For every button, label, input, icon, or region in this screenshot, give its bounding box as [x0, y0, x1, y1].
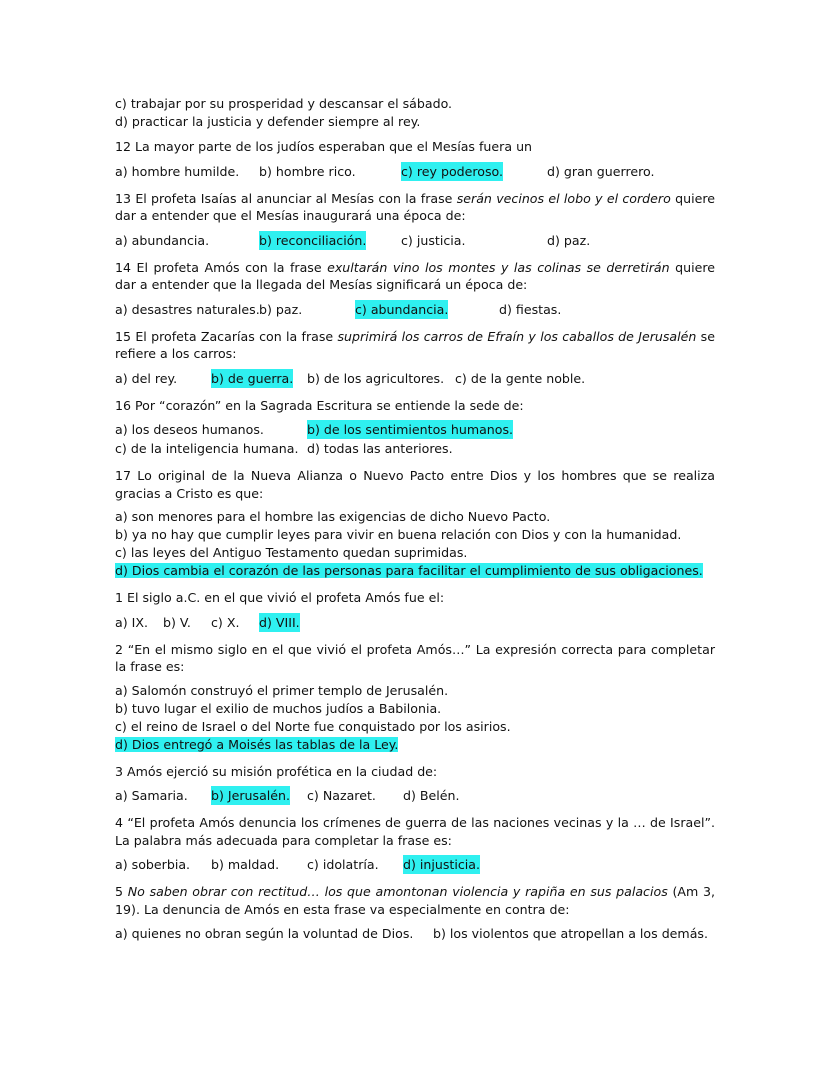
q4-option-c: c) idolatría.	[307, 857, 379, 872]
q15-option-a: a) del rey.	[115, 370, 178, 386]
question-12-options	[115, 162, 715, 181]
q17-option-a: a) son menores para el hombre las exigencias de dicho Nuevo Pacto.	[115, 509, 551, 524]
question-16-stem: 16 Por “corazón” en la Sagrada Escritura se entiende la sede de:	[115, 397, 524, 413]
q15-option-b-correct: b) de guerra.	[211, 370, 294, 386]
question-4-stem: 4 “El profeta Amós denuncia los crímenes de guerra de las naciones vecinas y la … de Israel”. La palabra más adecuada para completar la frase es:	[115, 815, 715, 848]
q4-option-a: a) soberbia.	[115, 857, 191, 872]
q17-option-b: b) ya no hay que cumplir leyes para vivir en buena relación con Dios y con la humanidad.	[115, 527, 682, 542]
q14-option-a: a) desastres naturales.	[115, 301, 260, 317]
question-14-stem: 14 El profeta Amós con la frase exultarán vino los montes y las colinas se derretirán quiere dar a entender que la llegada del Mesías significará un época de:	[115, 259, 715, 292]
q1-option-b: b) V.	[163, 614, 191, 630]
q1-option-c: c) X.	[211, 614, 240, 630]
quiz-page	[115, 95, 715, 943]
q2-option-b: b) tuvo lugar el exilio de muchos judíos a Babilonia.	[115, 700, 442, 716]
q16-option-c: c) de la inteligencia humana.	[115, 441, 299, 456]
question-1-stem: 1 El siglo a.C. en el que vivió el profeta Amós fue el:	[115, 590, 445, 605]
q12-option-c-correct: c) rey poderoso.	[401, 163, 504, 179]
question-3-options	[115, 786, 715, 805]
q16-option-d: d) todas las anteriores.	[307, 441, 453, 456]
q15-option-c: c) de la gente noble.	[455, 370, 586, 386]
carryover-option-c: c) trabajar por su prosperidad y descansar el sábado.	[115, 96, 453, 111]
q3-option-a: a) Samaria.	[115, 788, 188, 803]
q14-option-c-correct: c) abundancia.	[355, 301, 449, 317]
q5-option-b: b) los violentos que atropellan a los demás.	[433, 926, 708, 941]
q1-option-a: a) IX.	[115, 614, 148, 630]
q2-option-d-correct: d) Dios entregó a Moisés las tablas de la Ley.	[115, 736, 399, 752]
question-15-stem: 15 El profeta Zacarías con la frase suprimirá los carros de Efraín y los caballos de Jerusalén se refiere a los carros:	[115, 328, 715, 361]
q4-option-b: b) maldad.	[211, 857, 280, 872]
question-4-options	[115, 855, 715, 874]
question-17-stem: 17 Lo original de la Nueva Alianza o Nuevo Pacto entre Dios y los hombres que se realiza gracias a Cristo es que:	[115, 468, 715, 501]
q16-option-a: a) los deseos humanos.	[115, 422, 264, 437]
q14-option-b: b) paz.	[259, 301, 303, 317]
q3-option-d: d) Belén.	[403, 788, 460, 803]
q12-option-d: d) gran guerrero.	[547, 163, 655, 179]
question-1-options	[115, 613, 715, 632]
q2-option-a: a) Salomón construyó el primer templo de Jerusalén.	[115, 682, 449, 698]
question-13-stem: 13 El profeta Isaías al anunciar al Mesías con la frase serán vecinos el lobo y el cordero quiere dar a entender que el Mesías inaugurará una época de:	[115, 190, 715, 223]
q16-option-b-correct: b) de los sentimientos humanos.	[307, 422, 514, 437]
question-15-options	[115, 369, 715, 388]
q17-option-d-correct: d) Dios cambia el corazón de las personas para facilitar el cumplimiento de sus obligaciones.	[115, 563, 703, 578]
q4-option-d-correct: d) injusticia.	[403, 857, 481, 872]
q12-option-a: a) hombre humilde.	[115, 163, 240, 179]
carryover-option-d: d) practicar la justicia y defender siempre al rey.	[115, 114, 421, 129]
question-2-stem: 2 “En el mismo siglo en el que vivió el profeta Amós…” La expresión correcta para completar la frase es:	[115, 641, 715, 674]
question-13-options	[115, 231, 715, 250]
question-16-options-row1	[115, 420, 715, 439]
question-5-stem: 5 No saben obrar con rectitud… los que amontonan violencia y rapiña en sus palacios (Am 3, 19). La denuncia de Amós en esta frase va especialmente en contra de:	[115, 884, 715, 917]
q17-option-c: c) las leyes del Antiguo Testamento quedan suprimidas.	[115, 545, 468, 560]
q2-option-c: c) el reino de Israel o del Norte fue conquistado por los asirios.	[115, 718, 511, 734]
q3-option-c: c) Nazaret.	[307, 788, 376, 803]
q12-option-b: b) hombre rico.	[259, 163, 356, 179]
question-14-options	[115, 300, 715, 319]
q5-option-a: a) quienes no obran según la voluntad de Dios.	[115, 926, 414, 941]
q13-option-a: a) abundancia.	[115, 232, 210, 248]
q13-option-c: c) justicia.	[401, 232, 466, 248]
question-5-options	[115, 924, 715, 943]
q1-option-d-correct: d) VIII.	[259, 614, 300, 630]
q15-option-b2: b) de los agricultores.	[307, 370, 445, 386]
q3-option-b-correct: b) Jerusalén.	[211, 788, 291, 803]
q14-option-d: d) fiestas.	[499, 301, 562, 317]
question-12-stem: 12 La mayor parte de los judíos esperaban que el Mesías fuera un	[115, 139, 533, 154]
q13-option-b-correct: b) reconciliación.	[259, 232, 367, 248]
question-3-stem: 3 Amós ejerció su misión profética en la ciudad de:	[115, 763, 438, 779]
question-16-options-row2	[115, 439, 715, 458]
q13-option-d: d) paz.	[547, 232, 591, 248]
